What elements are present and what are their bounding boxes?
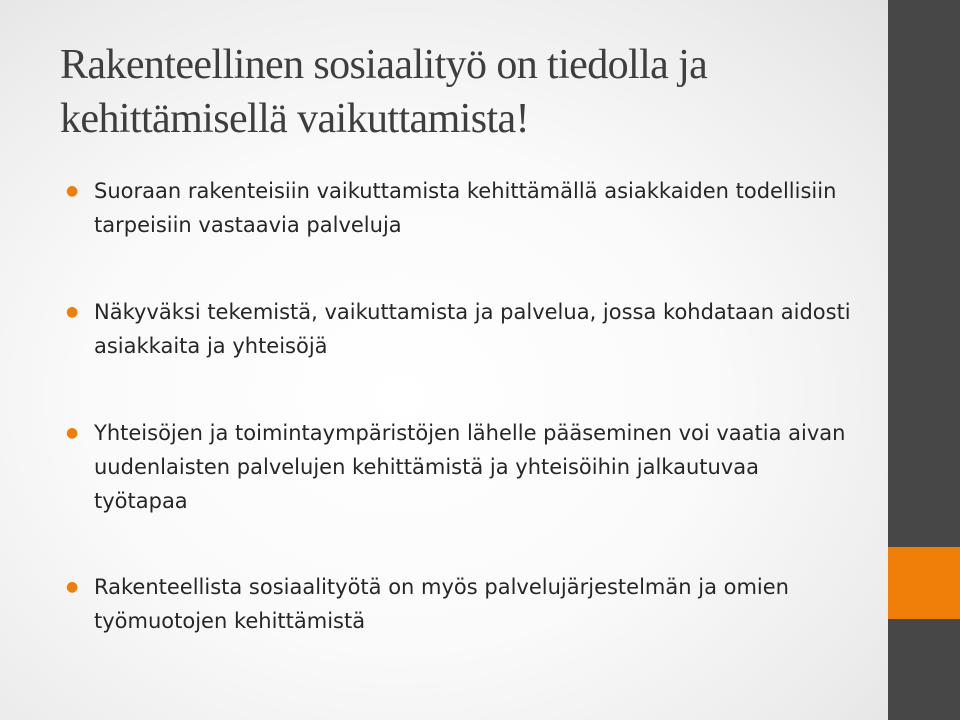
bullet-item <box>66 570 856 638</box>
bullet-text: Yhteisöjen ja toimintaympäristöjen lähelle pääseminen voi vaatia aivan uudenlaisten palvelujen kehittämistä ja yhteisöihin jalkautuvaa työtapaa <box>94 421 846 513</box>
bullet-dot-icon: ● <box>66 183 79 199</box>
bullet-dot-icon: ● <box>66 304 79 320</box>
theme-accent-block <box>888 547 960 619</box>
bullet-item <box>66 416 856 518</box>
bullet-text: Rakenteellista sosiaalityötä on myös palvelujärjestelmän ja omien työmuotojen kehittämistä <box>94 575 789 633</box>
bullet-item <box>66 295 856 363</box>
bullet-dot-icon: ● <box>66 579 79 595</box>
bullet-text: Näkyväksi tekemistä, vaikuttamista ja palvelua, jossa kohdataan aidosti asiakkaita ja yhteisöjä <box>94 300 851 358</box>
bullet-dot-icon: ● <box>66 425 79 441</box>
bullet-text: Suoraan rakenteisiin vaikuttamista kehittämällä asiakkaiden todellisiin tarpeisiin vastaavia palveluja <box>94 179 837 237</box>
slide-title: Rakenteellinen sosiaalityö on tiedolla ja kehittämisellä vaikuttamista! <box>60 42 708 142</box>
bullet-item <box>66 174 856 242</box>
